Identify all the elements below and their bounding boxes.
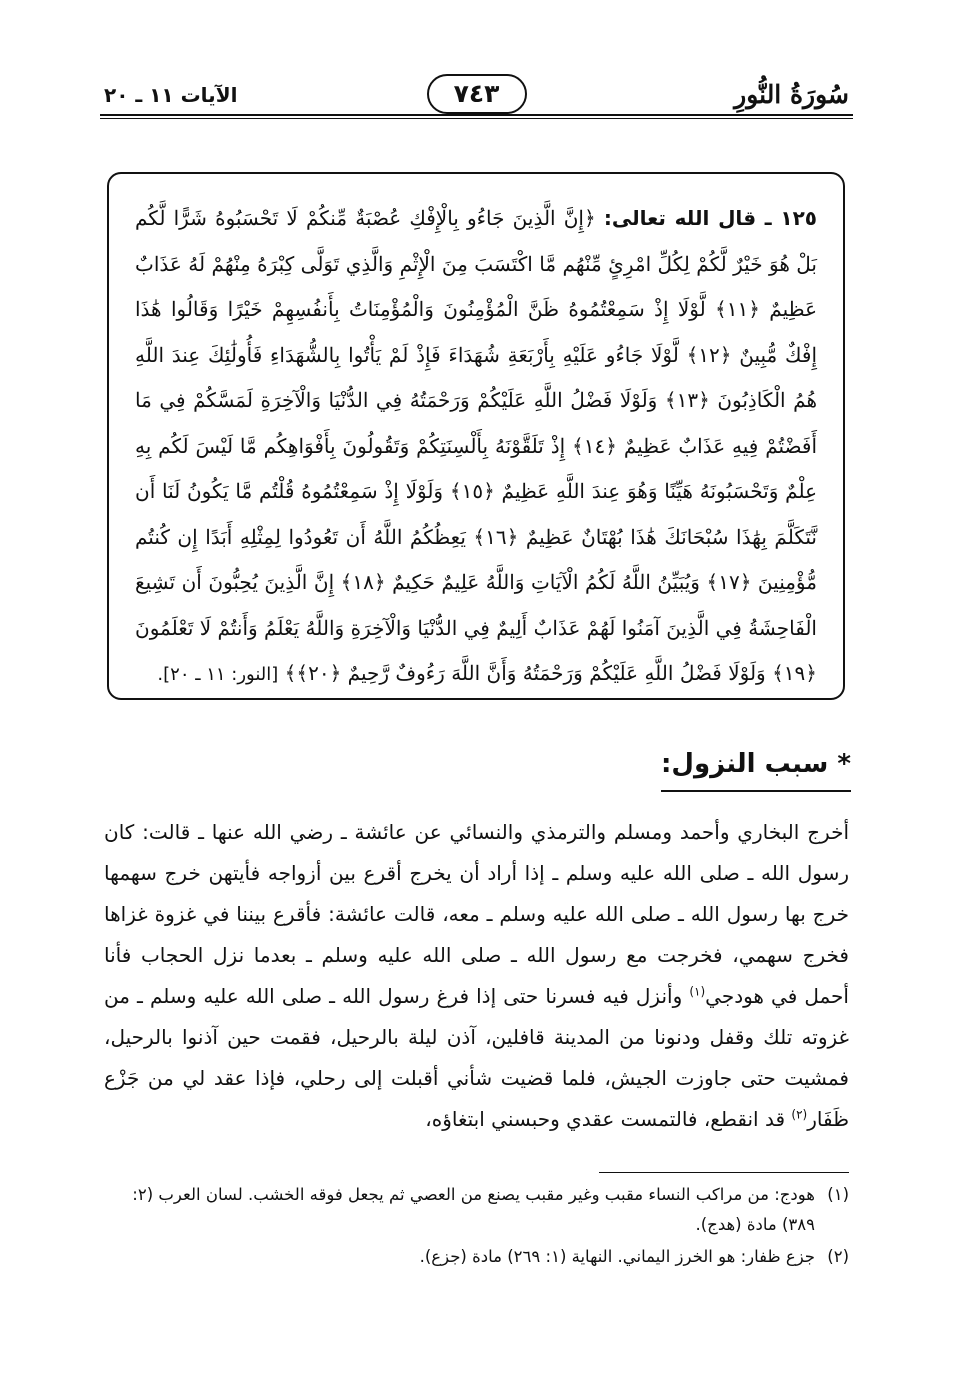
body-text-part-2: وأنزل فيه فسرنا حتى إذا فرغ رسول الله ـ صلى الله عليه وسلم ـ من غزوته تلك وقفل ودنونا من المدينة قافلين، آذن ليلة بالرحيل، فقمت حين آذنوا بالرحيل، فمشيت حتى جاوزت الجيش، فلما قضيت شأني أقبلت إلى رحلي، فإذا عقد لي من جَزْع ظَفَار <box>104 984 849 1131</box>
body-text-part-1: أخرج البخاري وأحمد ومسلم والترمذي والنسائي عن عائشة ـ رضي الله عنها ـ قالت: كان رسول الله ـ صلى الله عليه وسلم ـ إذا أراد أن يخرج أقرع بين أزواجه فأيتهن خرج سهمها خرج بها رسول الله ـ صلى الله عليه وسلم ـ معه، قالت عائشة: فأقرع بيننا في غزوة غزاها فخرج سهمي، فخرجت مع رسول الله ـ صلى الله عليه وسلم ـ بعدما نزل الحجاب فأنا أحمل في هودجي <box>104 820 849 1008</box>
footnote-item <box>104 1180 849 1240</box>
footnote-ref-2: (٢) <box>791 1107 808 1122</box>
footnote-text: هودج: من مراكب النساء مقبب وغير مقبب يصنع من العصي ثم يجعل فوقه الخشب. لسان العرب (٢: ٣٨٩) مادة (هدج). <box>132 1185 815 1234</box>
footnotes <box>104 1180 849 1274</box>
header-rule-thin <box>100 118 853 119</box>
verse-citation: [النور: ١١ ـ ٢٠]. <box>157 664 279 685</box>
footnote-text: جزع ظفار: هو الخرز اليماني. النهاية (١: ٢٦٩) مادة (جزع). <box>419 1247 815 1266</box>
section-heading: * سبب النزول: <box>661 744 851 792</box>
running-header <box>100 78 853 124</box>
footnote-number: (١) <box>827 1185 849 1204</box>
footnote-item <box>104 1242 849 1272</box>
verses-range: الآيات ١١ ـ ٢٠ <box>104 83 238 107</box>
quran-text <box>135 196 817 698</box>
footnote-number: (٢) <box>827 1247 849 1266</box>
verse-intro: ١٢٥ ـ قال الله تعالى: <box>603 206 818 230</box>
quran-verses: ﴿إِنَّ الَّذِينَ جَاءُو بِالْإِفْكِ عُصْبَةٌ مِّنكُمْ لَا تَحْسَبُوهُ شَرًّا لَّكُم بَلْ هُوَ خَيْرٌ لَّكُمْ لِكُلِّ امْرِئٍ مِّنْهُم مَّا اكْتَسَبَ مِنَ الْإِثْمِ وَالَّذِي تَوَلَّى كِبْرَهُ مِنْهُمْ لَهُ عَذَابٌ عَظِيمٌ ﴿١١﴾ لَّوْلَا إِذْ سَمِعْتُمُوهُ ظَنَّ الْمُؤْمِنُونَ وَالْمُؤْمِنَاتُ بِأَنفُسِهِمْ خَيْرًا وَقَالُوا هَٰذَا إِفْكٌ مُّبِينٌ ﴿١٢﴾ لَّوْلَا جَاءُو عَلَيْهِ بِأَرْبَعَةِ شُهَدَاءَ فَإِذْ لَمْ يَأْتُوا بِالشُّهَدَاءِ فَأُولَٰئِكَ عِندَ اللَّهِ هُمُ الْكَاذِبُونَ ﴿١٣﴾ وَلَوْلَا فَضْلُ اللَّهِ عَلَيْكُمْ وَرَحْمَتُهُ فِي الدُّنْيَا وَالْآخِرَةِ لَمَسَّكُمْ فِي مَا أَفَضْتُمْ فِيهِ عَذَابٌ عَظِيمٌ ﴿١٤﴾ إِذْ تَلَقَّوْنَهُ بِأَلْسِنَتِكُمْ وَتَقُولُونَ بِأَفْوَاهِكُم مَّا لَيْسَ لَكُم بِهِ عِلْمٌ وَتَحْسَبُونَهُ هَيِّنًا وَهُوَ عِندَ اللَّهِ عَظِيمٌ ﴿١٥﴾ وَلَوْلَا إِذْ سَمِعْتُمُوهُ قُلْتُم مَّا يَكُونُ لَنَا أَن نَّتَكَلَّمَ بِهَٰذَا سُبْحَانَكَ هَٰذَا بُهْتَانٌ عَظِيمٌ ﴿١٦﴾ يَعِظُكُمُ اللَّهُ أَن تَعُودُوا لِمِثْلِهِ أَبَدًا إِن كُنتُم مُّؤْمِنِينَ ﴿١٧﴾ وَيُبَيِّنُ اللَّهُ لَكُمُ الْآيَاتِ وَاللَّهُ عَلِيمٌ حَكِيمٌ ﴿١٨﴾ إِنَّ الَّذِينَ يُحِبُّونَ أَن تَشِيعَ الْفَاحِشَةُ فِي الَّذِينَ آمَنُوا لَهُمْ عَذَابٌ أَلِيمٌ فِي الدُّنْيَا وَالْآخِرَةِ وَاللَّهُ يَعْلَمُ وَأَنتُمْ لَا تَعْلَمُونَ ﴿١٩﴾ وَلَوْلَا فَضْلُ اللَّهِ عَلَيْكُمْ وَرَحْمَتُهُ وَأَنَّ اللَّهَ رَءُوفٌ رَّحِيمٌ ﴿٢٠﴾﴾ <box>135 206 817 685</box>
surah-name: سُورَةُ النُّورِ <box>734 80 849 109</box>
body-paragraph <box>104 812 849 1140</box>
body-text-part-3: قد انقطع، فالتمست عقدي وحبسني ابتغاؤه، <box>425 1107 792 1131</box>
page-number: ٧٤٣ <box>427 74 527 114</box>
footnote-separator <box>599 1172 849 1173</box>
quran-verse-box <box>107 172 845 700</box>
header-rule <box>100 114 853 116</box>
footnote-ref-1: (١) <box>689 984 706 999</box>
